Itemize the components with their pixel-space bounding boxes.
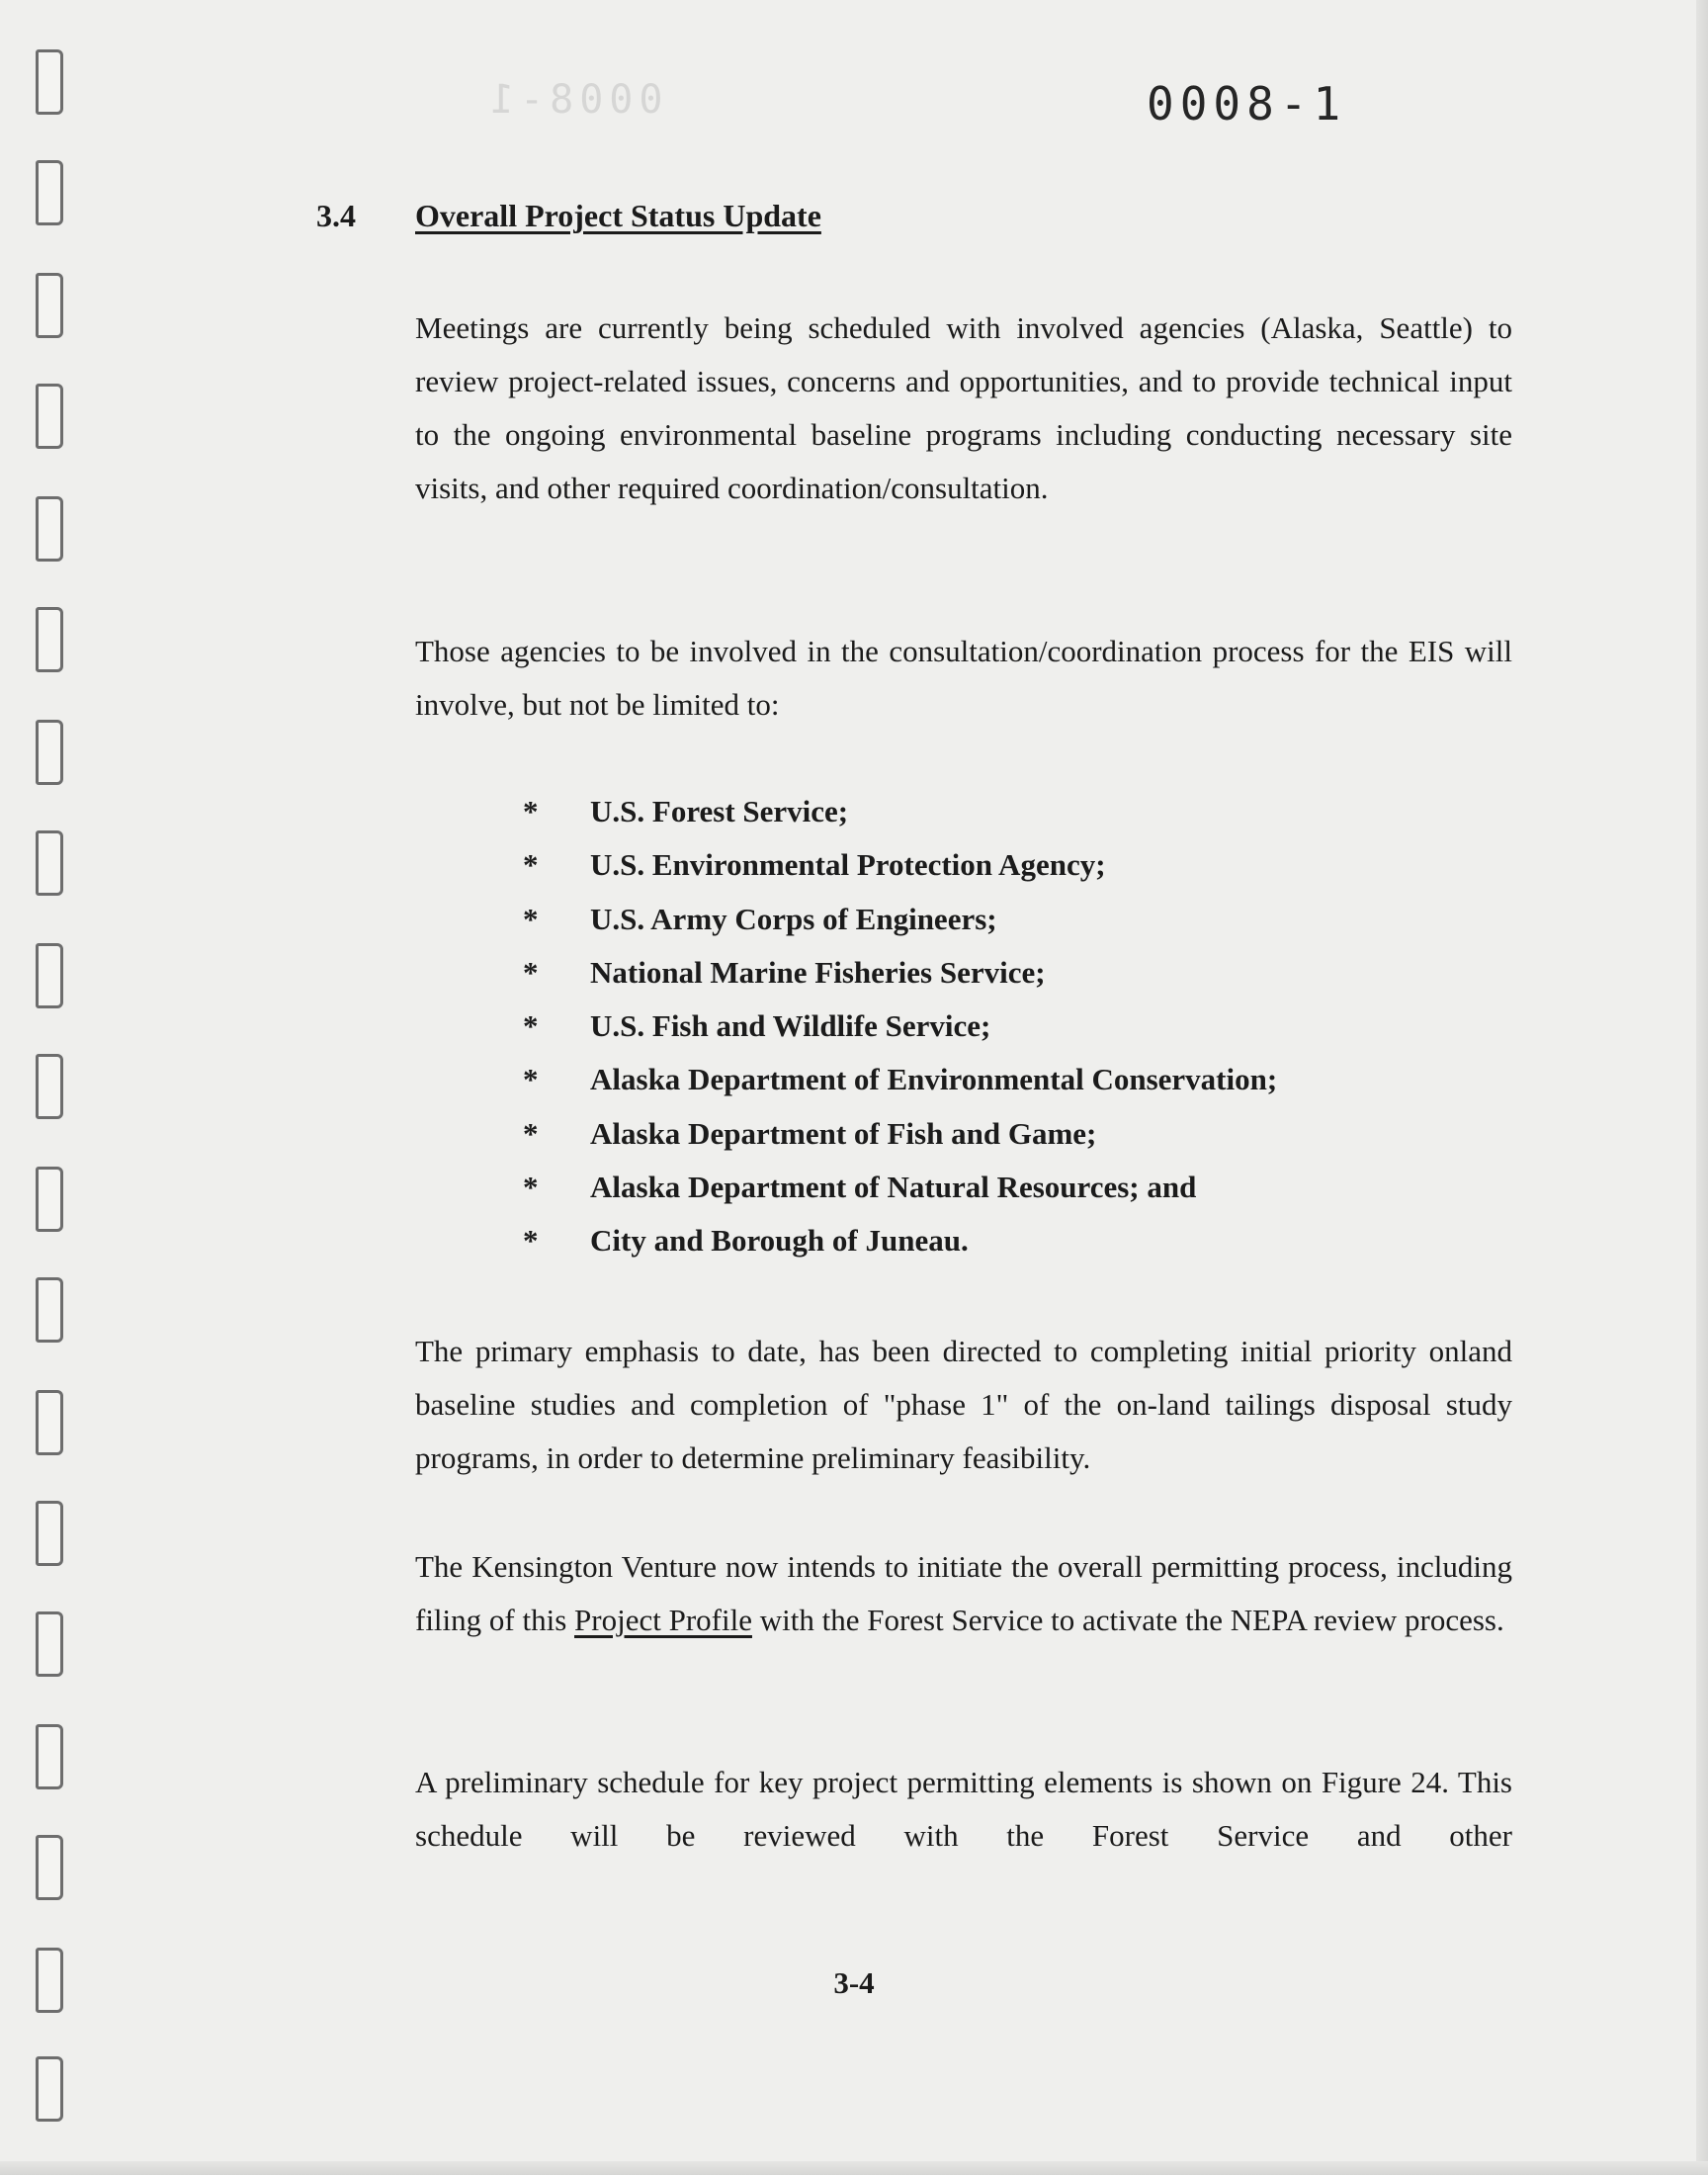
bullet-asterisk: * [523,1008,539,1044]
bullet-asterisk: * [523,1223,539,1259]
paragraph-primary-emphasis: The primary emphasis to date, has been directed to completing initial priority onland baseline studies and completion of "phase 1" of the on-land tailings disposal study programs, in order to determine preliminary feasibility. [415,1334,1512,1475]
paragraph-agencies-intro: Those agencies to be involved in the consultation/coordination process for the EIS will involve, but not be limited to: [415,634,1512,722]
list-item [519,1161,1277,1214]
binder-hole [36,1054,63,1119]
bullet-asterisk: * [523,847,539,883]
list-item [519,1053,1277,1106]
list-item [519,946,1277,1000]
agency-name: Alaska Department of Natural Resources; and [590,1170,1197,1205]
agency-name: U.S. Environmental Protection Agency; [590,847,1106,883]
binder-hole [36,1277,63,1343]
bullet-asterisk: * [523,1115,539,1151]
binder-hole [36,720,63,785]
bullet-asterisk: * [523,954,539,990]
list-item [519,1107,1277,1161]
agency-name: City and Borough of Juneau. [590,1223,969,1259]
paragraph-schedule: A preliminary schedule for key project permitting elements is shown on Figure 24. This schedule will be reviewed with the Forest Service and other [415,1765,1512,1853]
section-title: Overall Project Status Update [415,198,821,233]
bullet-asterisk: * [523,901,539,936]
bleed-through-stamp: 0008-1 [484,77,663,123]
document-stamp-number: 0008-1 [1147,77,1347,130]
paragraph-text: with the Forest Service to activate the NEPA review process. [751,1603,1504,1637]
binder-hole [36,830,63,896]
agency-name: National Marine Fisheries Service; [590,954,1046,990]
binder-hole [36,607,63,672]
agency-name: Alaska Department of Fish and Game; [590,1115,1097,1151]
paragraph-permitting-process [415,1540,1512,1647]
section-number: 3.4 [316,198,356,233]
binder-hole [36,49,63,115]
agency-list [519,785,1277,1268]
list-item [519,1000,1277,1053]
bullet-asterisk: * [523,1170,539,1205]
binder-hole [36,1611,63,1677]
list-item [519,893,1277,946]
binder-hole [36,2056,63,2122]
binder-hole [36,496,63,562]
list-item [519,785,1277,838]
page-edge-shadow [1696,0,1708,2175]
bullet-asterisk: * [523,794,539,828]
agency-name: U.S. Army Corps of Engineers; [590,901,997,936]
bullet-asterisk: * [523,1062,539,1097]
binder-hole [36,160,63,225]
binder-hole [36,1724,63,1789]
page-edge-shadow [0,2161,1708,2175]
binder-hole [36,1390,63,1455]
binder-holes [36,49,75,2106]
page-number: 3-4 [833,1965,875,2000]
list-item [519,1214,1277,1267]
binder-hole [36,1501,63,1566]
binder-hole [36,943,63,1008]
paragraph-text: The Kensington Venture now intends to initiate the overall permitting process, including filing of this [415,1549,1512,1637]
agency-name: U.S. Fish and Wildlife Service; [590,1008,991,1044]
binder-hole [36,273,63,338]
binder-hole [36,1835,63,1900]
binder-hole [36,384,63,449]
agency-name: U.S. Forest Service; [590,794,849,828]
binder-hole [36,1167,63,1232]
paragraph-meetings: Meetings are currently being scheduled with involved agencies (Alaska, Seattle) to review project-related issues, concerns and opportunities, and to provide technical input to the ongoing environmental baseline programs including conducting necessary site visits, and other required coordination/consultation. [415,310,1512,505]
project-profile-reference: Project Profile [574,1603,752,1637]
list-item [519,838,1277,892]
agency-name: Alaska Department of Environmental Conservation; [590,1062,1278,1097]
